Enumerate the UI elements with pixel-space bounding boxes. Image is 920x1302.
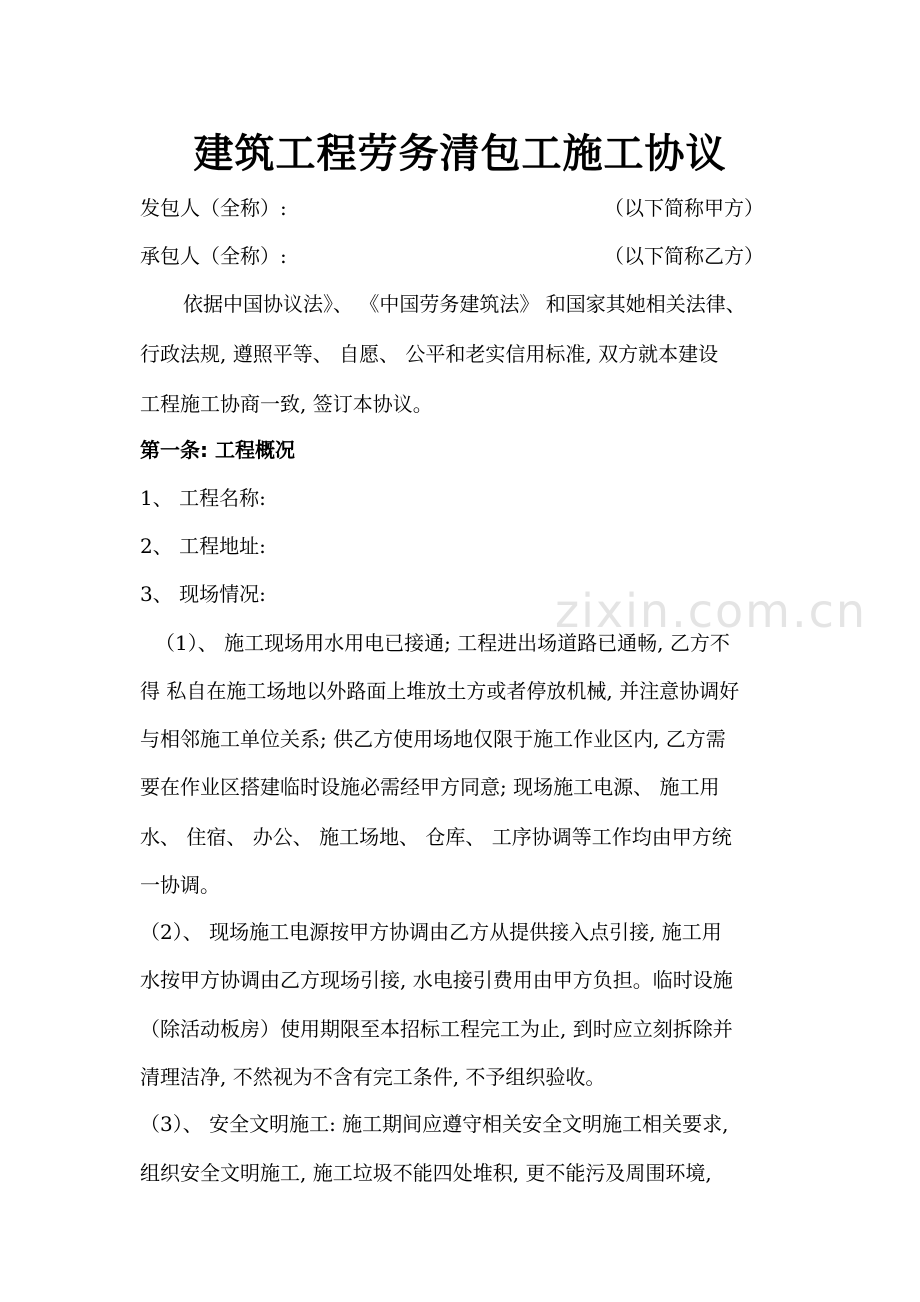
subcontractor-label: 承包人（全称）:	[140, 244, 287, 268]
clause-line: 一协调。	[140, 873, 220, 897]
intro-line: 依据中国协议法》、 《中国劳务建筑法》 和国家其她相关法律、	[183, 292, 746, 316]
clause-line: 水、 住宿、 办公、 施工场地、 仓库、 工序协调等工作均由甲方统	[140, 825, 732, 849]
clause-line: 清理洁净, 不然视为不含有完工条件, 不予组织验收。	[140, 1065, 606, 1089]
clause-line: （3）、 安全文明施工: 施工期间应遵守相关安全文明施工相关要求,	[140, 1112, 729, 1136]
clause-line: （2）、 现场施工电源按甲方协调由乙方从提供接入点引接, 施工用	[140, 920, 722, 944]
clause-line: 要在作业区搭建临时设施必需经甲方同意; 现场施工电源、 施工用	[140, 775, 720, 799]
clause-line: （除活动板房）使用期限至本招标工程完工为止, 到时应立刻拆除并	[140, 1017, 733, 1041]
watermark: zixin.com.cn	[555, 584, 868, 638]
list-item: 2、 工程地址:	[140, 534, 266, 558]
clause-line: 得 私自在施工场地以外路面上堆放土方或者停放机械, 并注意协调好	[140, 679, 740, 703]
document-title: 建筑工程劳务清包工施工协议	[193, 131, 727, 177]
clause-line: 水按甲方协调由乙方现场引接, 水电接引费用由甲方负担。临时设施	[140, 968, 733, 992]
clause-line: （1）、 施工现场用水用电已接通; 工程进出场道路已通畅, 乙方不	[155, 631, 730, 655]
intro-line: 工程施工协商一致, 签订本协议。	[140, 392, 433, 416]
intro-line: 行政法规, 遵照平等、 自愿、 公平和老实信用标准, 双方就本建设	[140, 342, 719, 366]
clause-line: 与相邻施工单位关系; 供乙方使用场地仅限于施工作业区内, 乙方需	[140, 727, 726, 751]
contractor-note: （以下简称甲方）	[604, 196, 764, 220]
list-item: 3、 现场情况:	[140, 582, 266, 606]
clause-line: 组织安全文明施工, 施工垃圾不能四处堆积, 更不能污及周围环境,	[140, 1161, 712, 1185]
subcontractor-note: （以下简称乙方）	[604, 244, 764, 268]
list-item: 1、 工程名称:	[140, 486, 266, 510]
contractor-label: 发包人（全称）:	[140, 196, 287, 220]
article-heading: 第一条: 工程概况	[140, 438, 295, 462]
